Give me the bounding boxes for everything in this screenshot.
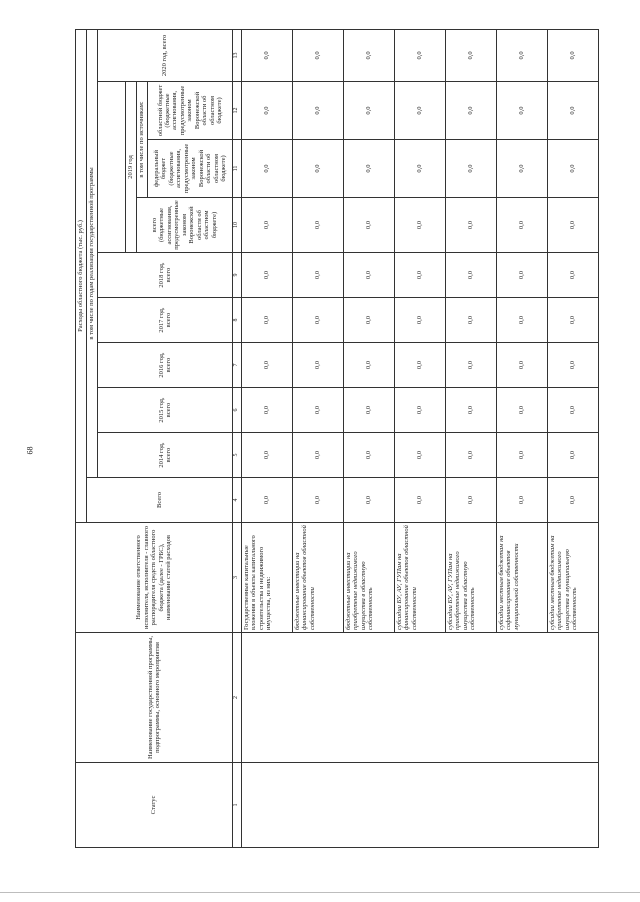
value-cell: 0,0: [547, 29, 598, 81]
header-2019-total: всего (бюджетные ассигнования, предусмотренные законом Воронежской области об областном бюджете): [137, 198, 233, 253]
col-number: 4: [233, 478, 242, 523]
row-item: субсидии БУ, АУ, ГУПам на приобретение недвижимого имущества в областную собственность: [445, 523, 496, 633]
value-cell: 0,0: [292, 388, 343, 433]
value-cell: 0,0: [547, 298, 598, 343]
header-program: Наименование государственной программы, подпрограммы, основного мероприятия: [76, 633, 233, 763]
row-item: субсидии БУ, АУ, ГУПам на финансирование объектов областной собственности: [394, 523, 445, 633]
value-cell: 0,0: [496, 82, 547, 140]
row-item: бюджетные инвестиции на финансирование объектов областной собственности: [292, 523, 343, 633]
value-cell: 0,0: [343, 253, 394, 298]
col-number: 3: [233, 523, 242, 633]
header-2014: 2014 год, всего: [98, 433, 233, 478]
value-cell: 0,0: [241, 298, 292, 343]
value-cell: 0,0: [343, 198, 394, 253]
col-number: 1: [233, 763, 242, 848]
value-cell: 0,0: [241, 343, 292, 388]
header-2019-federal: федеральный бюджет (бюджетные ассигнования, предусмотренные законом Воронежской области об областном бюджете): [148, 140, 233, 198]
program-cell: [241, 633, 598, 763]
value-cell: 0,0: [547, 82, 598, 140]
value-cell: 0,0: [445, 198, 496, 253]
value-cell: 0,0: [496, 253, 547, 298]
value-cell: 0,0: [445, 140, 496, 198]
col-number: 11: [233, 140, 242, 198]
value-cell: 0,0: [343, 478, 394, 523]
value-cell: 0,0: [241, 198, 292, 253]
header-2020: 2020 год, всего: [98, 29, 233, 81]
scan-edge-line: [0, 892, 640, 893]
row-item: субсидии местным бюджетам на софинансирование объектов муниципальной собственности: [496, 523, 547, 633]
value-cell: 0,0: [445, 298, 496, 343]
col-number: 9: [233, 253, 242, 298]
value-cell: 0,0: [445, 29, 496, 81]
value-cell: 0,0: [445, 388, 496, 433]
value-cell: 0,0: [292, 140, 343, 198]
header-by-year: в том числе по годам реализации государственной программы: [87, 29, 98, 477]
col-number: 8: [233, 298, 242, 343]
value-cell: 0,0: [241, 388, 292, 433]
value-cell: 0,0: [343, 343, 394, 388]
value-cell: 0,0: [343, 388, 394, 433]
value-cell: 0,0: [445, 478, 496, 523]
value-cell: 0,0: [496, 433, 547, 478]
value-cell: 0,0: [292, 29, 343, 81]
col-number: 6: [233, 388, 242, 433]
value-cell: 0,0: [496, 140, 547, 198]
col-number: 2: [233, 633, 242, 763]
header-2017: 2017 год, всего: [98, 298, 233, 343]
header-2016: 2016 год, всего: [98, 343, 233, 388]
value-cell: 0,0: [547, 478, 598, 523]
value-cell: 0,0: [292, 298, 343, 343]
value-cell: 0,0: [292, 253, 343, 298]
value-cell: 0,0: [445, 253, 496, 298]
table-row: [241, 29, 292, 847]
value-cell: 0,0: [547, 140, 598, 198]
value-cell: 0,0: [343, 140, 394, 198]
expenses-table-sheet: [75, 30, 599, 848]
value-cell: 0,0: [343, 298, 394, 343]
value-cell: 0,0: [496, 29, 547, 81]
col-number: 10: [233, 198, 242, 253]
header-2018: 2018 год, всего: [98, 253, 233, 298]
value-cell: 0,0: [496, 388, 547, 433]
value-cell: 0,0: [394, 82, 445, 140]
row-item: субсидии местным бюджетам на приобретение недвижимого имущества в муниципальную собственность: [547, 523, 598, 633]
value-cell: 0,0: [241, 29, 292, 81]
value-cell: 0,0: [394, 198, 445, 253]
col-number: 7: [233, 343, 242, 388]
row-item: бюджетные инвестиции на приобретение недвижимого имущества в областную собственность: [343, 523, 394, 633]
value-cell: 0,0: [496, 298, 547, 343]
value-cell: 0,0: [496, 198, 547, 253]
value-cell: 0,0: [547, 198, 598, 253]
expenses-table: [75, 29, 599, 848]
header-2019-regional: областной бюджет (бюджетные ассигнования, предусмотренные законом Воронежской области об областном бюджете): [148, 82, 233, 140]
header-2019: 2019 год: [125, 82, 136, 253]
col-number: 13: [233, 29, 242, 81]
value-cell: 0,0: [292, 343, 343, 388]
page-number: 68: [25, 446, 35, 455]
value-cell: 0,0: [241, 140, 292, 198]
value-cell: 0,0: [445, 343, 496, 388]
value-cell: 0,0: [394, 29, 445, 81]
header-2019-sources: в том числе по источникам:: [137, 82, 148, 198]
col-number: 5: [233, 433, 242, 478]
value-cell: 0,0: [343, 82, 394, 140]
header-status: Статус: [76, 763, 233, 848]
row-item: Государственные капитальные вложения в объекты капитального строительства и недвижимого имущества, из них:: [241, 523, 292, 633]
header-total: Всего: [87, 478, 233, 523]
value-cell: 0,0: [394, 478, 445, 523]
value-cell: 0,0: [547, 388, 598, 433]
value-cell: 0,0: [547, 433, 598, 478]
value-cell: 0,0: [292, 433, 343, 478]
value-cell: 0,0: [394, 343, 445, 388]
value-cell: 0,0: [292, 198, 343, 253]
value-cell: 0,0: [547, 343, 598, 388]
value-cell: 0,0: [241, 433, 292, 478]
value-cell: 0,0: [343, 29, 394, 81]
value-cell: 0,0: [241, 478, 292, 523]
value-cell: 0,0: [292, 478, 343, 523]
col-number: 12: [233, 82, 242, 140]
header-2015: 2015 год, всего: [98, 388, 233, 433]
value-cell: 0,0: [496, 478, 547, 523]
value-cell: 0,0: [292, 82, 343, 140]
header-blank: [98, 82, 126, 253]
value-cell: 0,0: [547, 253, 598, 298]
status-cell: [241, 763, 598, 848]
value-cell: 0,0: [241, 253, 292, 298]
header-expenses: Расходы областного бюджета (тыс. руб.): [76, 29, 87, 522]
value-cell: 0,0: [241, 82, 292, 140]
value-cell: 0,0: [496, 343, 547, 388]
value-cell: 0,0: [394, 433, 445, 478]
value-cell: 0,0: [394, 388, 445, 433]
value-cell: 0,0: [394, 298, 445, 343]
header-executor: Наименование ответственного исполнителя, исполнителя - главного распорядителя средств областного бюджета (далее - ГРБС), наименование статей расходов: [76, 523, 233, 633]
value-cell: 0,0: [343, 433, 394, 478]
value-cell: 0,0: [394, 253, 445, 298]
value-cell: 0,0: [445, 82, 496, 140]
value-cell: 0,0: [394, 140, 445, 198]
value-cell: 0,0: [445, 433, 496, 478]
